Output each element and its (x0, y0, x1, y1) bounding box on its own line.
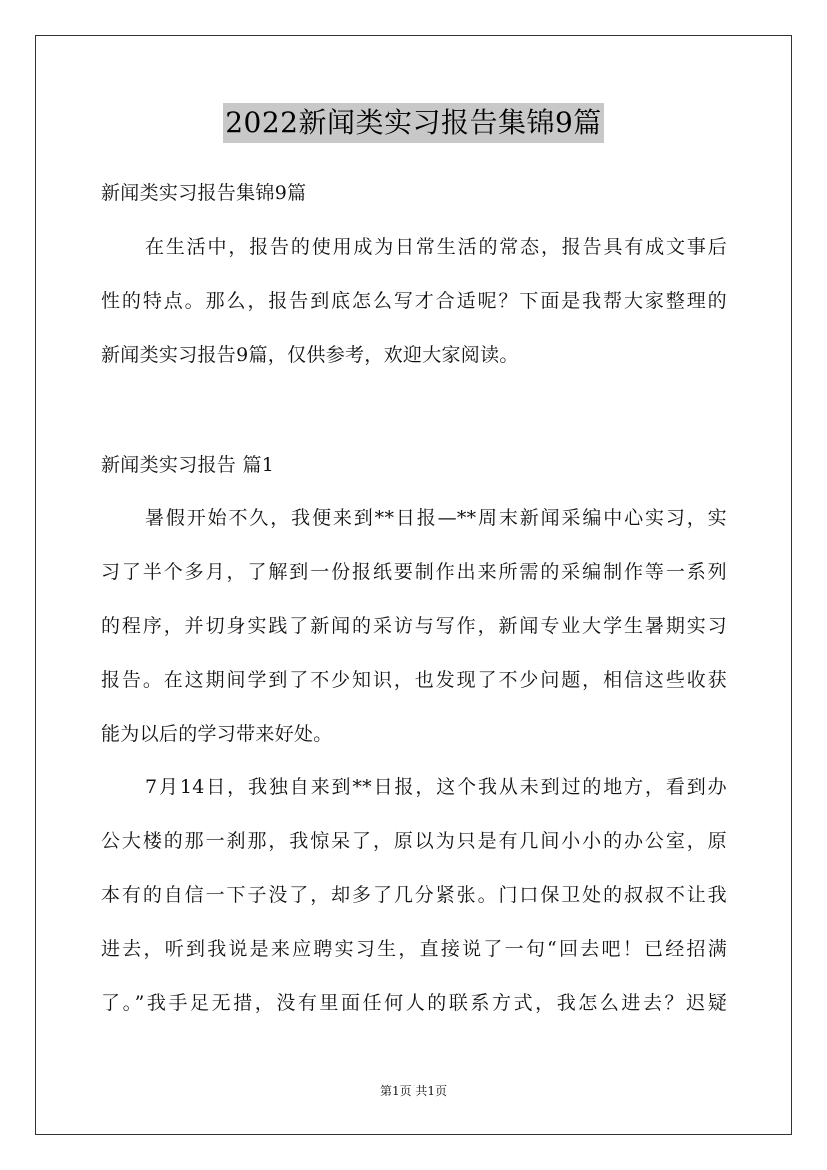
paragraph-line: 在生活中，报告的使用成为日常生活的常态，报告具有成文事后 (145, 236, 727, 258)
paragraph-line: 了。”我手足无措，没有里面任何人的联系方式，我怎么进去？迟疑 (101, 992, 727, 1014)
section-heading: 新闻类实习报告 篇1 (101, 454, 275, 476)
paragraph-line: 7月14日，我独自来到**日报，这个我从未到过的地方，看到办 (145, 776, 727, 798)
paragraph-line: 本有的自信一下子没了，却多了几分紧张。门口保卫处的叔叔不让我 (101, 884, 727, 906)
paragraph-line: 新闻类实习报告9篇，仅供参考，欢迎大家阅读。 (101, 344, 519, 366)
paragraph-line: 性的特点。那么，报告到底怎么写才合适呢？下面是我帮大家整理的 (101, 290, 727, 312)
paragraph-line: 习了半个多月，了解到一份报纸要制作出来所需的采编制作等一系列 (101, 561, 727, 583)
paragraph-line: 报告。在这期间学到了不少知识，也发现了不少问题，相信这些收获 (101, 669, 727, 691)
body-paragraph-1 (101, 491, 727, 761)
document-title: 2022新闻类实习报告集锦9篇 (223, 103, 604, 143)
intro-paragraph (101, 220, 727, 382)
document-subtitle: 新闻类实习报告集锦9篇 (101, 182, 307, 204)
paragraph-line: 公大楼的那一刹那，我惊呆了，原以为只是有几间小小的办公室，原 (101, 830, 727, 852)
paragraph-line: 能为以后的学习带来好处。 (101, 723, 333, 745)
body-paragraph-2 (101, 760, 727, 1030)
paragraph-line: 暑假开始不久，我便来到**日报—**周末新闻采编中心实习，实 (145, 507, 727, 529)
page-footer: 第1页 共1页 (379, 1084, 448, 1098)
paragraph-line: 的程序，并切身实践了新闻的采访与写作，新闻专业大学生暑期实习 (101, 615, 727, 637)
title-container (0, 103, 827, 143)
paragraph-line: 进去，听到我说是来应聘实习生，直接说了一句“回去吧！已经招满 (101, 938, 727, 960)
